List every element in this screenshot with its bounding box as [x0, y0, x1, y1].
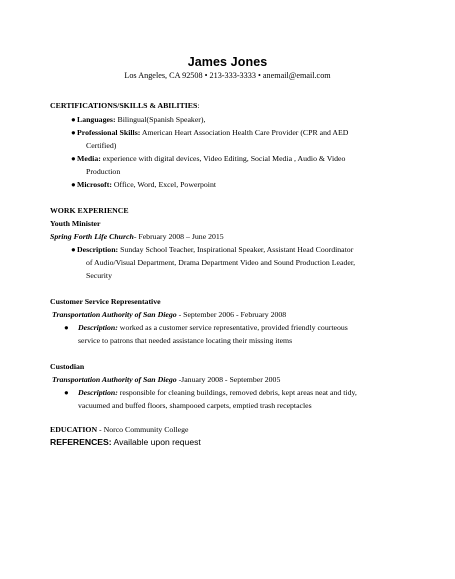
skill-item-languages: [71, 115, 205, 126]
job-dates: - February 2008 – June 2015: [133, 232, 224, 241]
certifications-heading-line: [50, 101, 200, 112]
bullet-icon: ●: [71, 128, 76, 137]
references-line: [50, 437, 201, 447]
job-title: Youth Minister: [50, 219, 101, 228]
description-text: service to patrons that needed assistance locating their missing items: [78, 336, 293, 345]
resume-name: James Jones: [187, 55, 268, 69]
skill-text-continued: Production: [86, 167, 121, 176]
job-employer-line: [50, 232, 224, 243]
references-text: Available upon request: [111, 437, 201, 447]
skill-text: experience with digital devices, Video Editing, Social Media , Audio & Video: [100, 154, 346, 163]
skill-label: Languages:: [77, 115, 116, 124]
skill-item-professional: [71, 128, 348, 139]
skill-item-microsoft: [71, 180, 216, 191]
description-text: responsible for cleaning buildings, removed debris, kept areas neat and tidy,: [117, 388, 357, 397]
job-employer: Transportation Authority of San Diego: [52, 310, 177, 319]
contact-line: Los Angeles, CA 92508 • 213-333-3333 • anemail@email.com: [124, 71, 331, 80]
education-text: - Norco Community College: [97, 425, 189, 434]
description-text: Sunday School Teacher, Inspirational Speaker, Assistant Head Coordinator: [118, 245, 354, 254]
description-label: Description:: [77, 245, 119, 254]
work-experience-heading: WORK EXPERIENCE: [50, 206, 129, 215]
education-line: [50, 425, 188, 436]
description-label: Description:: [78, 323, 118, 332]
education-label: EDUCATION: [50, 425, 98, 434]
bullet-icon: ●: [64, 323, 69, 332]
skill-text: American Heart Association Health Care Provider (CPR and AED: [140, 128, 349, 137]
bullet-icon: ●: [71, 180, 76, 189]
description-text: of Audio/Visual Department, Drama Department Video and Sound Production Leader,: [86, 258, 356, 267]
job-employer-line: [52, 375, 280, 386]
job-dates: - September 2006 - February 2008: [176, 310, 287, 319]
skill-label: Media:: [77, 154, 101, 163]
job-employer: Spring Forth Life Church: [50, 232, 134, 241]
job-employer-line: [52, 310, 286, 321]
bullet-icon: ●: [71, 115, 76, 124]
job-title: Custodian: [50, 362, 85, 371]
certifications-heading-colon: :: [197, 101, 200, 110]
skill-label: Microsoft:: [77, 180, 112, 189]
skill-text: Bilingual(Spanish Speaker),: [115, 115, 206, 124]
certifications-heading: CERTIFICATIONS/SKILLS & ABILITIES: [50, 101, 198, 110]
job-description: [64, 388, 357, 399]
bullet-icon: ●: [71, 154, 76, 163]
skill-text-continued: Certified): [86, 141, 117, 150]
job-description: [64, 323, 348, 334]
job-description: [71, 245, 353, 256]
skill-label: Professional Skills:: [77, 128, 141, 137]
job-dates: -January 2008 - September 2005: [176, 375, 281, 384]
description-text: worked as a customer service representative, provided friendly courteous: [117, 323, 348, 332]
job-title: Customer Service Representative: [50, 297, 161, 306]
description-text: Security: [86, 271, 112, 280]
job-employer: Transportation Authority of San Diego: [52, 375, 177, 384]
description-text: vacuumed and buffed floors, shampooed carpets, emptied trash receptacles: [78, 401, 312, 410]
skill-item-media: [71, 154, 345, 165]
description-label: Description:: [78, 388, 118, 397]
bullet-icon: ●: [64, 388, 69, 397]
skill-text: Office, Word, Excel, Powerpoint: [111, 180, 217, 189]
references-label: REFERENCES:: [50, 437, 112, 447]
bullet-icon: ●: [71, 245, 76, 254]
